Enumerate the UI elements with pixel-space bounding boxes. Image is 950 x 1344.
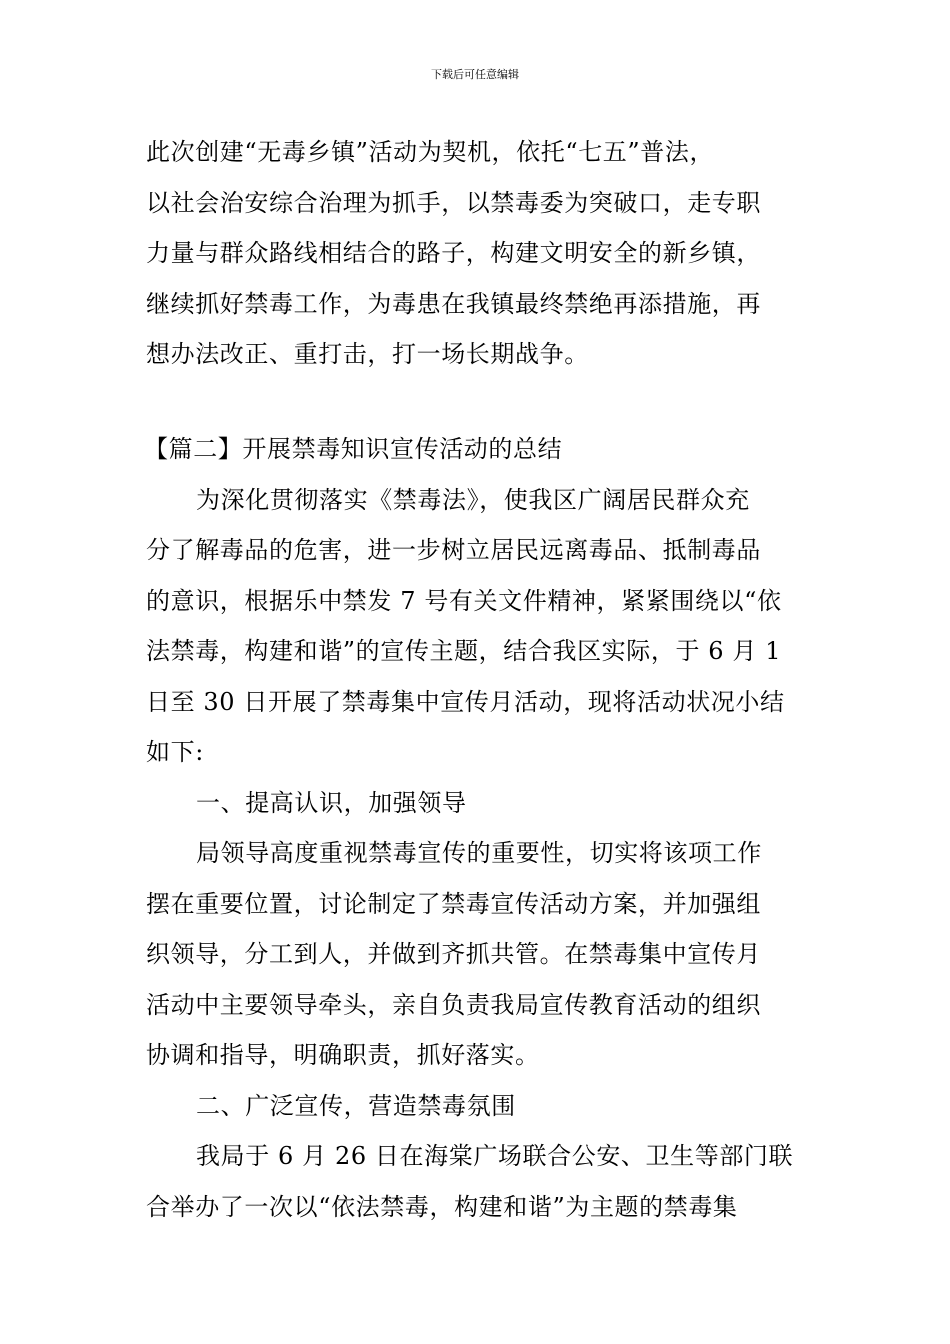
section-title: 【篇二】开展禁毒知识宣传活动的总结: [144, 435, 563, 463]
text-line: 分了解毒品的危害，进一步树立居民远离毒品、抵制毒品: [146, 536, 761, 564]
text-line: 织领导，分工到人，并做到齐抓共管。在禁毒集中宣传月: [146, 940, 761, 968]
subsection-title: 一、提高认识，加强领导: [196, 788, 467, 817]
text-line: 继续抓好禁毒工作，为毒患在我镇最终禁绝再添措施，再: [146, 289, 761, 318]
text-line: 局领导高度重视禁毒宣传的重要性，切实将该项工作: [196, 839, 762, 867]
section1-paragraph: [146, 127, 810, 380]
text-line: 我局于 6 月 26 日在海棠广场联合公安、卫生等部门联: [196, 1142, 794, 1170]
text-line: 活动中主要领导牵头，亲自负责我局宣传教育活动的组织: [146, 990, 761, 1019]
text-line: 摆在重要位置，讨论制定了禁毒宣传活动方案，并加强组: [146, 889, 761, 918]
text-line: 想办法改正、重打击，打一场长期战争。: [146, 340, 589, 368]
text-line: 如下:: [146, 738, 204, 766]
page-header-note: 下载后可任意编辑: [431, 68, 519, 81]
text-line: 以社会治安综合治理为抓手，以禁毒委为突破口，走专职: [146, 188, 761, 217]
text-line: 日至 30 日开展了禁毒集中宣传月活动，现将活动状况小结: [146, 687, 785, 716]
text-line: 力量与群众路线相结合的路子，构建文明安全的新乡镇，: [146, 239, 761, 267]
text-line: 的意识，根据乐中禁发 7 号有关文件精神，紧紧围绕以“依: [146, 586, 782, 615]
text-line: 协调和指导，明确职责，抓好落实。: [146, 1041, 540, 1069]
text-line: 法禁毒，构建和谐”的宣传主题，结合我区实际，于 6 月 1: [146, 637, 782, 665]
text-line: 为深化贯彻落实《禁毒法》，使我区广阔居民群众充: [196, 485, 750, 514]
section2: [146, 424, 810, 1232]
subsection-title: 二、广泛宣传，营造禁毒氛围: [196, 1091, 516, 1120]
text-line: 此次创建“无毒乡镇”活动为契机，依托“七五”普法，: [146, 138, 715, 166]
text-line: 合举办了一次以“依法禁毒，构建和谐”为主题的禁毒集: [146, 1192, 738, 1221]
